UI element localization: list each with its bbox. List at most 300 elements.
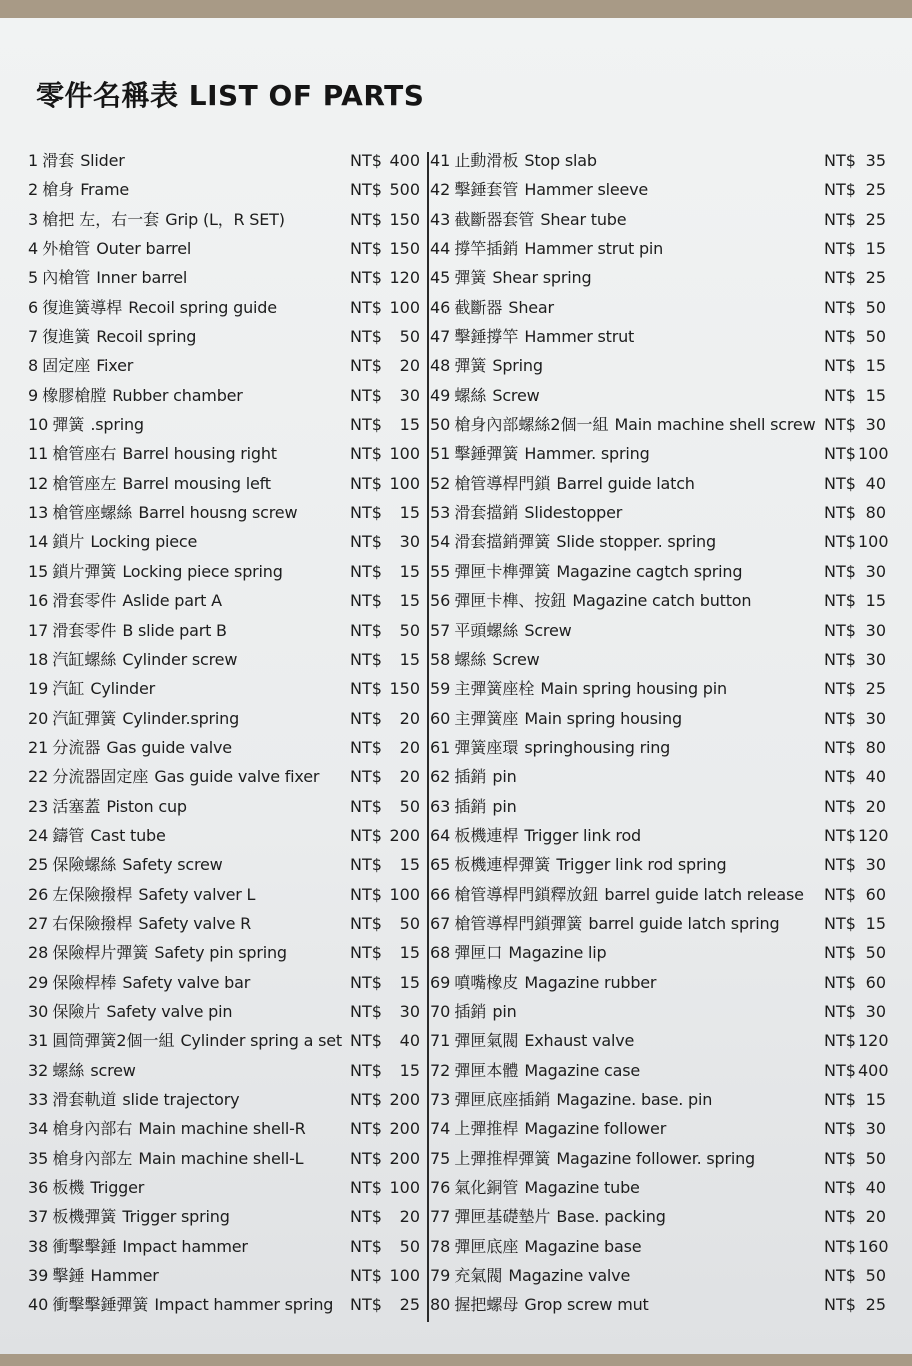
part-row <box>430 322 900 351</box>
currency-label: NT$ <box>824 855 856 875</box>
part-name-zh: 槍管座螺絲 <box>52 503 133 523</box>
currency-label: NT$ <box>824 561 856 581</box>
part-name-zh: 衝擊擊錘 <box>52 1236 117 1256</box>
part-price <box>350 527 422 556</box>
part-number: 20 <box>28 708 49 728</box>
part-price <box>350 205 422 234</box>
part-name-zh: 滑套零件 <box>52 591 117 611</box>
price-amount: 100 <box>389 884 420 904</box>
part-price <box>824 1173 888 1202</box>
part-price <box>350 704 422 733</box>
part-name-zh: 槍身內部右 <box>52 1119 133 1139</box>
part-name-zh: 板機 <box>52 1178 85 1198</box>
part-number: 58 <box>430 649 451 669</box>
part-name-zh: 滑套軌道 <box>52 1090 117 1109</box>
part-name-zh: 鎖片彈簧 <box>52 561 117 581</box>
part-price <box>350 498 422 527</box>
part-number: 43 <box>430 209 451 229</box>
price-amount: 100 <box>389 473 420 493</box>
part-row <box>28 263 428 292</box>
part-number: 30 <box>28 1001 49 1021</box>
part-price <box>350 850 422 879</box>
part-price <box>350 821 422 850</box>
part-number: 52 <box>430 473 451 493</box>
part-number: 31 <box>28 1031 49 1051</box>
currency-label: NT$ <box>824 415 856 435</box>
part-number: 23 <box>28 796 49 816</box>
currency-label: NT$ <box>824 356 856 376</box>
price-amount: 15 <box>399 591 420 611</box>
part-row <box>28 1173 428 1202</box>
part-name-en: Locking piece <box>90 532 198 552</box>
currency-label: NT$ <box>350 1266 382 1286</box>
currency-label: NT$ <box>824 444 856 464</box>
part-price <box>824 821 888 850</box>
part-name-zh: 衝擊擊錘彈簧 <box>52 1295 149 1315</box>
price-amount: 50 <box>865 1148 886 1168</box>
part-name-en: Recoil spring <box>96 327 197 347</box>
price-amount: 30 <box>865 415 886 435</box>
price-amount: 25 <box>865 209 886 229</box>
currency-label: NT$ <box>824 1148 856 1168</box>
part-row <box>430 205 900 234</box>
part-number: 45 <box>430 268 451 288</box>
currency-label: NT$ <box>350 649 382 669</box>
part-name-en: Trigger link rod <box>524 825 641 845</box>
part-price <box>824 762 888 791</box>
part-name-zh: 汽缸彈簧 <box>52 708 117 728</box>
part-row <box>430 469 900 498</box>
part-row <box>430 1085 900 1114</box>
part-name-en: Barrel housing right <box>122 444 277 464</box>
part-row <box>430 410 900 439</box>
part-row <box>28 410 428 439</box>
part-name-zh: 主彈簧座 <box>454 708 519 728</box>
part-name-zh: 滑套 <box>42 151 75 170</box>
price-amount: 400 <box>858 1060 889 1080</box>
part-number: 68 <box>430 943 451 963</box>
part-row <box>430 821 900 850</box>
part-price <box>350 469 422 498</box>
part-number: 48 <box>430 356 451 376</box>
part-name-en: Safety valve bar <box>122 972 251 992</box>
currency-label: NT$ <box>350 297 382 317</box>
part-name-en: Gas guide valve <box>106 737 232 757</box>
price-amount: 30 <box>865 561 886 581</box>
part-price <box>824 733 888 762</box>
price-amount: 50 <box>865 1266 886 1286</box>
part-number: 6 <box>28 297 39 317</box>
part-row <box>28 527 428 556</box>
part-name-zh: 插銷 <box>454 767 487 787</box>
currency-label: NT$ <box>350 855 382 875</box>
part-name-en: Recoil spring guide <box>128 297 277 317</box>
part-number: 25 <box>28 855 49 875</box>
part-row <box>430 1290 900 1319</box>
part-number: 46 <box>430 297 451 317</box>
price-amount: 20 <box>399 356 420 376</box>
price-amount: 100 <box>389 297 420 317</box>
price-amount: 30 <box>865 1001 886 1021</box>
part-price <box>350 439 422 468</box>
part-price <box>350 997 422 1026</box>
currency-label: NT$ <box>350 825 382 845</box>
price-amount: 40 <box>865 767 886 787</box>
part-name-en: Cast tube <box>90 825 166 845</box>
price-amount: 120 <box>858 825 889 845</box>
part-name-en: Trigger link rod spring <box>556 855 727 875</box>
price-amount: 60 <box>865 972 886 992</box>
part-name-zh: 截斷器套管 <box>454 209 535 229</box>
part-number: 19 <box>28 679 49 699</box>
part-price <box>824 263 888 292</box>
part-number: 40 <box>28 1295 49 1315</box>
part-price <box>350 322 422 351</box>
part-number: 4 <box>28 239 39 259</box>
parts-column-left <box>28 146 428 1320</box>
price-amount: 15 <box>865 591 886 611</box>
part-price <box>350 938 422 967</box>
part-number: 62 <box>430 767 451 787</box>
part-name-zh: 保險桿棒 <box>52 972 117 992</box>
part-name-zh: 彈匣卡榫、按鈕 <box>454 591 567 611</box>
part-name-en: Magazine valve <box>508 1266 631 1286</box>
part-row <box>430 968 900 997</box>
part-price <box>350 880 422 909</box>
part-row <box>430 1173 900 1202</box>
currency-label: NT$ <box>350 327 382 347</box>
part-number: 42 <box>430 180 451 200</box>
part-row <box>28 997 428 1026</box>
part-price <box>350 1261 422 1290</box>
part-number: 3 <box>28 209 39 229</box>
price-amount: 25 <box>399 1295 420 1315</box>
part-number: 66 <box>430 884 451 904</box>
part-name-en: Piston cup <box>106 796 187 816</box>
part-row <box>430 909 900 938</box>
part-number: 65 <box>430 855 451 875</box>
part-name-en: Grip (L，R SET) <box>165 209 285 229</box>
part-number: 9 <box>28 385 39 405</box>
price-amount: 40 <box>865 1178 886 1198</box>
part-row <box>430 1261 900 1290</box>
currency-label: NT$ <box>350 503 382 523</box>
currency-label: NT$ <box>824 825 856 845</box>
currency-label: NT$ <box>824 1060 856 1080</box>
part-row <box>430 1202 900 1231</box>
part-row <box>28 968 428 997</box>
part-name-en: Rubber chamber <box>112 385 243 405</box>
price-amount: 50 <box>399 913 420 933</box>
part-price <box>350 1202 422 1231</box>
part-name-en: barrel guide latch spring <box>588 913 780 933</box>
part-row <box>28 1114 428 1143</box>
currency-label: NT$ <box>824 1031 856 1051</box>
part-name-en: Magazine case <box>524 1060 641 1080</box>
part-price <box>824 968 888 997</box>
part-number: 64 <box>430 825 451 845</box>
currency-label: NT$ <box>824 708 856 728</box>
part-name-en: Magazine lip <box>508 943 607 963</box>
price-amount: 15 <box>865 1090 886 1109</box>
price-amount: 15 <box>399 415 420 435</box>
part-name-zh: 板機連桿 <box>454 825 519 845</box>
part-name-en: Magazine rubber <box>524 972 657 992</box>
part-row <box>28 498 428 527</box>
price-amount: 40 <box>865 473 886 493</box>
part-price <box>824 234 888 263</box>
part-name-en: Barrel mousing left <box>122 473 271 493</box>
price-amount: 25 <box>865 268 886 288</box>
part-number: 32 <box>28 1060 49 1080</box>
part-row <box>28 674 428 703</box>
part-row <box>28 762 428 791</box>
part-number: 7 <box>28 327 39 347</box>
part-name-en: Barrel housng screw <box>138 503 298 523</box>
part-number: 28 <box>28 943 49 963</box>
part-name-en: Hammer. spring <box>524 444 650 464</box>
currency-label: NT$ <box>350 679 382 699</box>
part-name-en: Trigger <box>90 1178 145 1198</box>
currency-label: NT$ <box>350 1090 382 1109</box>
part-name-zh: 彈匣氣閥 <box>454 1031 519 1051</box>
part-row <box>430 645 900 674</box>
price-amount: 30 <box>865 620 886 640</box>
part-row <box>430 263 900 292</box>
part-number: 41 <box>430 151 451 170</box>
part-row <box>28 850 428 879</box>
part-price <box>350 1056 422 1085</box>
part-price <box>350 263 422 292</box>
part-name-en: B slide part B <box>122 620 227 640</box>
part-number: 72 <box>430 1060 451 1080</box>
part-number: 36 <box>28 1178 49 1198</box>
part-name-en: Main machine shell-R <box>138 1119 306 1139</box>
part-name-zh: 保險螺絲 <box>52 855 117 875</box>
price-amount: 15 <box>865 385 886 405</box>
part-name-en: Stop slab <box>524 151 597 170</box>
price-amount: 30 <box>399 1001 420 1021</box>
currency-label: NT$ <box>824 884 856 904</box>
part-row <box>28 439 428 468</box>
part-number: 2 <box>28 180 39 200</box>
currency-label: NT$ <box>824 1207 856 1227</box>
part-name-zh: 彈簧 <box>454 356 487 376</box>
price-amount: 200 <box>389 1119 420 1139</box>
part-name-en: springhousing ring <box>524 737 671 757</box>
currency-label: NT$ <box>350 591 382 611</box>
part-name-zh: 外槍管 <box>42 239 91 259</box>
part-row <box>28 146 428 175</box>
currency-label: NT$ <box>824 679 856 699</box>
currency-label: NT$ <box>350 737 382 757</box>
currency-label: NT$ <box>350 1031 382 1051</box>
part-number: 61 <box>430 737 451 757</box>
currency-label: NT$ <box>350 1060 382 1080</box>
part-number: 13 <box>28 503 49 523</box>
currency-label: NT$ <box>824 913 856 933</box>
part-price <box>824 410 888 439</box>
currency-label: NT$ <box>350 473 382 493</box>
price-amount: 15 <box>399 1060 420 1080</box>
part-name-en: .spring <box>90 415 144 435</box>
part-number: 11 <box>28 444 49 464</box>
part-price <box>350 1144 422 1173</box>
currency-label: NT$ <box>350 239 382 259</box>
part-number: 26 <box>28 884 49 904</box>
part-price <box>824 792 888 821</box>
part-name-zh: 止動滑板 <box>454 151 519 170</box>
part-number: 18 <box>28 649 49 669</box>
part-number: 27 <box>28 913 49 933</box>
part-price <box>824 938 888 967</box>
part-number: 12 <box>28 473 49 493</box>
price-amount: 100 <box>858 444 889 464</box>
parts-column-right <box>430 146 900 1320</box>
part-name-zh: 槍管導桿門鎖釋放鈕 <box>454 884 599 904</box>
part-name-en: Impact hammer <box>122 1236 248 1256</box>
currency-label: NT$ <box>350 561 382 581</box>
part-name-en: Slider <box>80 151 125 170</box>
currency-label: NT$ <box>824 151 856 170</box>
part-row <box>430 1114 900 1143</box>
part-price <box>824 469 888 498</box>
part-row <box>28 1085 428 1114</box>
part-name-zh: 汽缸 <box>52 679 85 699</box>
part-name-en: Outer barrel <box>96 239 192 259</box>
part-name-en: Shear tube <box>540 209 627 229</box>
part-name-en: Trigger spring <box>122 1207 230 1227</box>
currency-label: NT$ <box>350 620 382 640</box>
part-row <box>430 674 900 703</box>
currency-label: NT$ <box>824 297 856 317</box>
part-price <box>824 527 888 556</box>
price-amount: 20 <box>865 796 886 816</box>
price-amount: 100 <box>389 1178 420 1198</box>
part-number: 60 <box>430 708 451 728</box>
part-price <box>824 205 888 234</box>
part-row <box>430 175 900 204</box>
part-price <box>824 498 888 527</box>
part-name-zh: 彈簧 <box>454 268 487 288</box>
part-name-zh: 滑套擋銷 <box>454 503 519 523</box>
part-price <box>824 704 888 733</box>
part-price <box>350 175 422 204</box>
part-name-zh: 分流器 <box>52 737 101 757</box>
part-name-en: Barrel guide latch <box>556 473 695 493</box>
part-number: 15 <box>28 561 49 581</box>
part-name-en: Frame <box>80 180 130 200</box>
price-amount: 30 <box>865 855 886 875</box>
part-price <box>824 997 888 1026</box>
part-name-zh: 左保險撥桿 <box>52 884 133 904</box>
currency-label: NT$ <box>824 591 856 611</box>
part-name-zh: 槍管導桿門鎖 <box>454 473 551 493</box>
price-amount: 15 <box>399 503 420 523</box>
part-row <box>28 175 428 204</box>
part-price <box>824 1202 888 1231</box>
part-name-en: Magazine tube <box>524 1178 640 1198</box>
part-price <box>350 645 422 674</box>
part-name-zh: 槍管導桿門鎖彈簧 <box>454 913 583 933</box>
part-name-zh: 槍管座左 <box>52 473 117 493</box>
part-name-zh: 板機彈簧 <box>52 1207 117 1227</box>
price-amount: 200 <box>389 1148 420 1168</box>
price-amount: 15 <box>399 943 420 963</box>
price-amount: 20 <box>399 708 420 728</box>
part-number: 38 <box>28 1236 49 1256</box>
part-name-zh: 彈匣基礎墊片 <box>454 1207 551 1227</box>
part-name-zh: 噴嘴橡皮 <box>454 972 519 992</box>
part-number: 59 <box>430 679 451 699</box>
part-name-zh: 彈匣本體 <box>454 1060 519 1080</box>
part-name-en: slide trajectory <box>122 1090 240 1109</box>
part-name-en: Hammer sleeve <box>524 180 649 200</box>
part-name-zh: 螺絲 <box>454 649 487 669</box>
part-row <box>430 704 900 733</box>
currency-label: NT$ <box>824 209 856 229</box>
part-price <box>350 1026 422 1055</box>
part-price <box>350 1173 422 1202</box>
part-number: 75 <box>430 1148 451 1168</box>
part-row <box>28 1232 428 1261</box>
currency-label: NT$ <box>824 1001 856 1021</box>
part-number: 17 <box>28 620 49 640</box>
part-row <box>430 293 900 322</box>
part-name-zh: 氣化銅管 <box>454 1178 519 1198</box>
part-price <box>350 293 422 322</box>
price-amount: 25 <box>865 180 886 200</box>
part-price <box>824 586 888 615</box>
currency-label: NT$ <box>824 796 856 816</box>
part-row <box>28 1056 428 1085</box>
part-price <box>824 1085 888 1114</box>
part-number: 54 <box>430 532 451 552</box>
part-price <box>824 1144 888 1173</box>
part-name-en: Aslide part A <box>122 591 222 611</box>
price-amount: 150 <box>389 209 420 229</box>
part-name-en: Slide stopper. spring <box>556 532 716 552</box>
part-name-zh: 槍把 左，右一套 <box>42 209 160 229</box>
part-row <box>28 645 428 674</box>
part-number: 74 <box>430 1119 451 1139</box>
part-row <box>28 792 428 821</box>
part-row <box>430 1056 900 1085</box>
price-amount: 30 <box>399 532 420 552</box>
part-name-zh: 活塞蓋 <box>52 796 101 816</box>
part-row <box>28 586 428 615</box>
part-number: 37 <box>28 1207 49 1227</box>
part-name-en: Grop screw mut <box>524 1295 649 1315</box>
part-row <box>430 527 900 556</box>
part-price <box>350 792 422 821</box>
price-amount: 20 <box>399 1207 420 1227</box>
part-row <box>430 938 900 967</box>
part-name-en: Safety valver L <box>138 884 256 904</box>
part-name-zh: 彈簧 <box>52 415 85 435</box>
currency-label: NT$ <box>350 415 382 435</box>
part-name-en: Screw <box>492 385 540 405</box>
price-amount: 60 <box>865 884 886 904</box>
part-price <box>350 733 422 762</box>
currency-label: NT$ <box>824 1266 856 1286</box>
part-row <box>28 1202 428 1231</box>
part-name-en: Gas guide valve fixer <box>154 767 320 787</box>
currency-label: NT$ <box>350 767 382 787</box>
part-name-en: Magazine base <box>524 1236 642 1256</box>
part-row <box>430 880 900 909</box>
part-number: 67 <box>430 913 451 933</box>
